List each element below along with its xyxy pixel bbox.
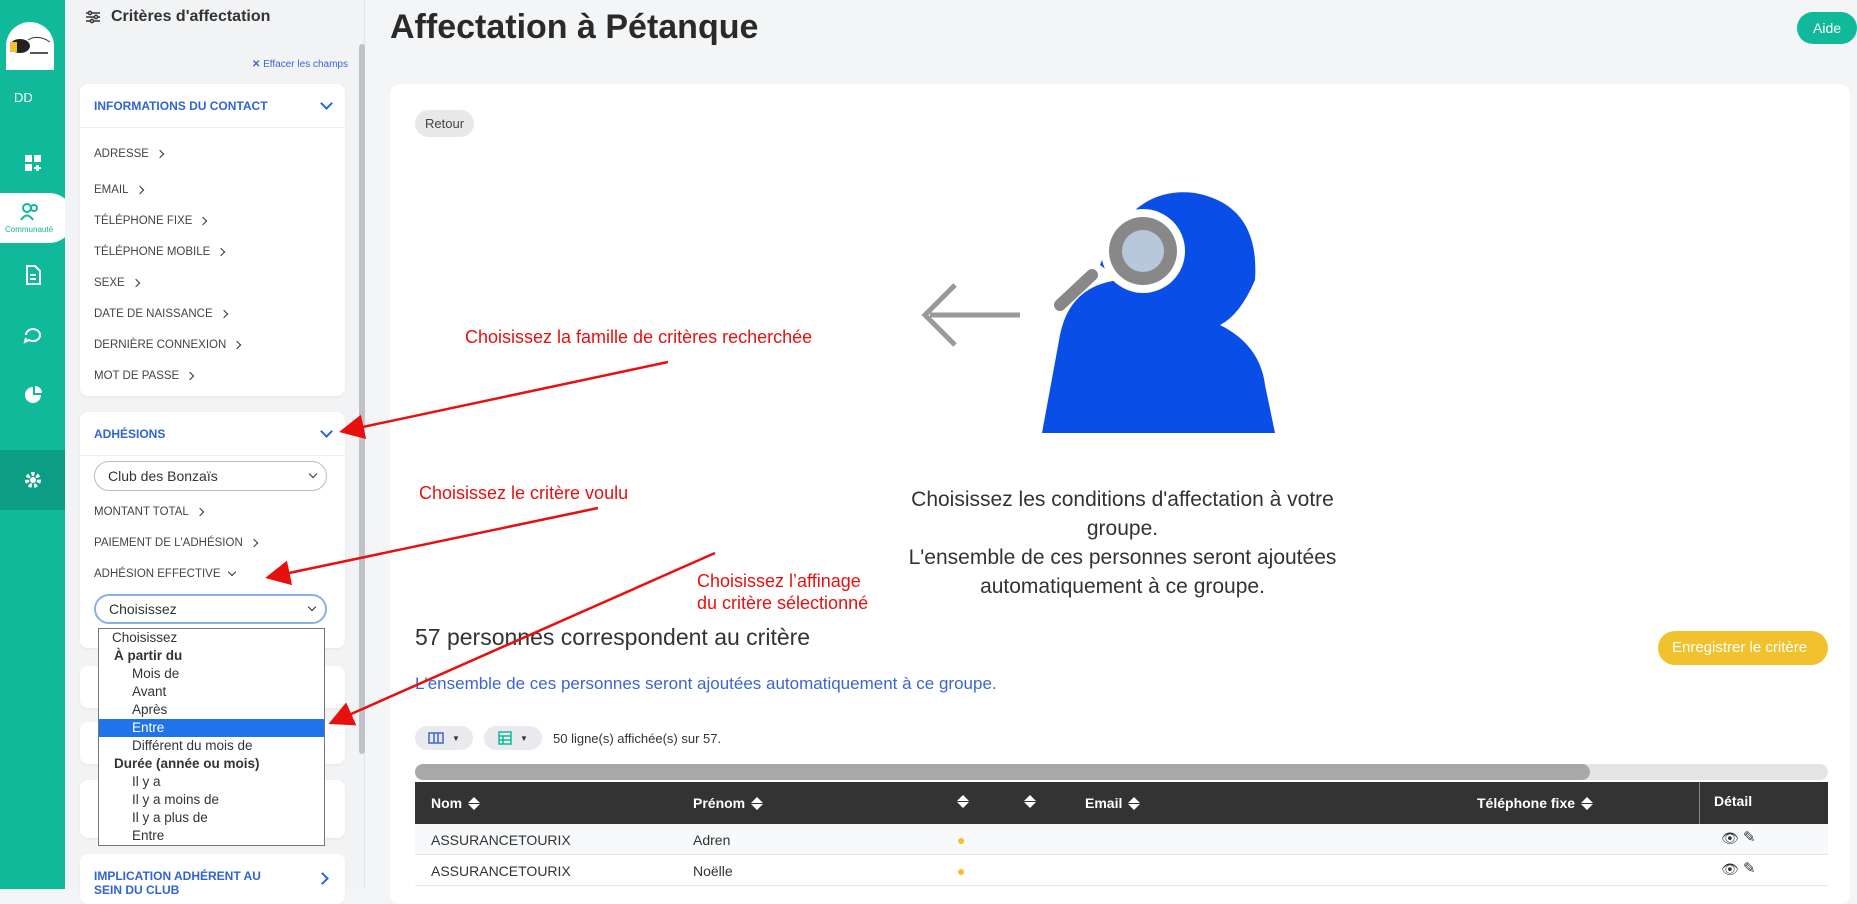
criteria-item[interactable]: DATE DE NAISSANCE [94, 308, 227, 320]
eye-icon[interactable]: 👁 [1721, 830, 1739, 846]
dropdown-option[interactable]: Il y a [132, 774, 161, 789]
column-nom[interactable]: Nom [431, 795, 480, 811]
column-email[interactable]: Email [1085, 795, 1140, 811]
edit-icon[interactable]: ✎ [1743, 829, 1756, 846]
save-criteria-button[interactable]: Enregistrer le critère [1658, 631, 1828, 665]
dropdown-group: À partir du [114, 648, 183, 663]
column-telephone-fixe[interactable]: Téléphone fixe [1477, 795, 1593, 811]
column-detail: Détail [1699, 782, 1828, 824]
dropdown-option[interactable]: Mois de [132, 666, 180, 681]
criteria-item[interactable]: ADHÉSION EFFECTIVE [94, 568, 235, 580]
criteria-item[interactable]: MONTANT TOTAL [94, 506, 203, 518]
user-initials[interactable]: DD [14, 90, 33, 105]
cell-prenom: Adren [693, 832, 731, 848]
criteria-item[interactable]: SEXE [94, 277, 139, 289]
eye-icon[interactable]: 👁 [1721, 861, 1739, 877]
edit-icon[interactable]: ✎ [1743, 860, 1756, 877]
dropdown-option[interactable]: Après [132, 702, 168, 717]
annotation-refine: Choisissez l’affinage du critère sélectionné [697, 571, 869, 613]
columns-button[interactable]: ▼ [415, 726, 473, 750]
cell-prenom: Noëlle [693, 863, 733, 879]
dropdown-option[interactable]: Entre [132, 828, 165, 843]
dropdown-option[interactable]: Avant [132, 684, 167, 699]
criteria-item[interactable]: TÉLÉPHONE MOBILE [94, 246, 224, 258]
rows-info: 50 ligne(s) affichée(s) sur 57. [553, 731, 722, 746]
column-prenom[interactable]: Prénom [693, 795, 763, 811]
criteria-item[interactable]: DERNIÈRE CONNEXION [94, 339, 240, 351]
export-button[interactable]: ▼ [484, 726, 542, 750]
dropdown-option[interactable]: Il y a plus de [132, 810, 208, 825]
conditions-text: Choisissez les conditions d'affectation à votre groupe. L'ensemble de ces personnes seront ajoutées automatiquement à ce groupe. [908, 488, 1337, 598]
adhesions-card-title: ADHÉSIONS [94, 426, 166, 441]
implication-card-title: IMPLICATION ADHÉRENT AU SEIN DU CLUB [94, 869, 261, 897]
back-button[interactable]: Retour [415, 110, 474, 137]
medal-icon: ● [957, 832, 966, 848]
dropdown-option[interactable]: Choisissez [112, 630, 178, 645]
refine-select[interactable]: Choisissez [94, 594, 327, 624]
dropdown-option[interactable]: Il y a moins de [132, 792, 220, 807]
result-subtext: L'ensemble de ces personnes seront ajoutées automatiquement à ce groupe. [415, 674, 997, 693]
club-select[interactable]: Club des Bonzaïs [94, 461, 327, 491]
annotation-family: Choisissez la famille de critères recherchée [465, 327, 813, 347]
contact-card-title: INFORMATIONS DU CONTACT [94, 98, 268, 113]
criteria-item[interactable]: TÉLÉPHONE FIXE [94, 215, 206, 227]
criteria-item[interactable]: ADRESSE [94, 148, 163, 160]
page-title: Affectation à Pétanque [390, 8, 759, 46]
dropdown-option-highlighted[interactable]: Entre [99, 719, 324, 737]
criteria-item[interactable]: MOT DE PASSE [94, 370, 193, 382]
cell-nom: ASSURANCETOURIX [431, 832, 571, 848]
help-button[interactable]: Aide [1797, 12, 1857, 44]
result-count: 57 personnes correspondent au critère [415, 624, 811, 650]
sidebar-item-label: Communauté [5, 225, 54, 234]
dropdown-option[interactable]: Différent du mois de [132, 738, 253, 753]
annotation-criterion: Choisissez le critère voulu [419, 483, 629, 503]
cell-nom: ASSURANCETOURIX [431, 863, 571, 879]
clear-fields-label: Effacer les champs [263, 59, 348, 70]
criteria-item[interactable]: EMAIL [94, 184, 143, 196]
dropdown-group: Durée (année ou mois) [114, 756, 260, 771]
medal-icon: ● [957, 863, 966, 879]
criteria-title: Critères d'affectation [111, 8, 271, 25]
criteria-item[interactable]: PAIEMENT DE L'ADHÉSION [94, 537, 257, 549]
close-icon: ✕ [251, 59, 261, 70]
